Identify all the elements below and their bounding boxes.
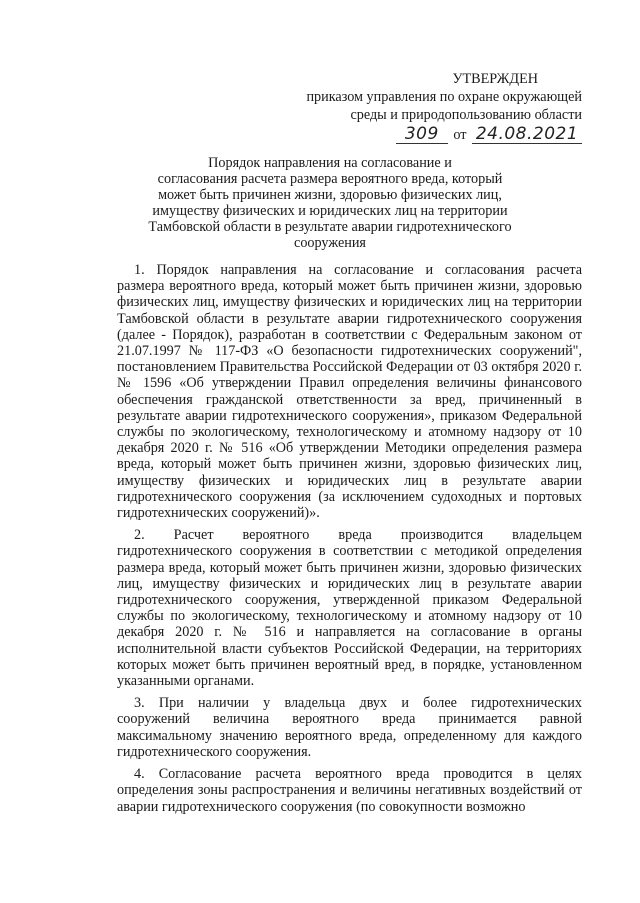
paragraph-line: гидротехнического сооружения. — [117, 743, 312, 760]
paragraph-line: 2. Расчет вероятного вреда производится владельцем — [134, 527, 582, 544]
paragraph-line: 21.07.1997 № 117-ФЗ «О безопасности гидротехнических сооружений", — [117, 343, 582, 360]
paragraph-line: службы по экологическому, технологическому и атомному надзору от 10 — [117, 424, 582, 441]
order-date: 24.08.2021 — [472, 125, 582, 144]
paragraph-line: 3. При наличии у владельца двух и более гидротехнических — [134, 695, 582, 712]
order-line-1: приказом управления по охране окружающей — [306, 89, 582, 105]
paragraph-line: службы по экологическому, технологическому и атомному надзору от 10 — [117, 608, 582, 625]
paragraph-line: указанными органами. — [117, 673, 255, 690]
paragraph-line: декабря 2020 г. № 516 «Об утверждении Методики определения размера — [117, 440, 582, 457]
paragraph-line: постановлением Правительства Российской Федерации от 03 октября 2020 г. — [117, 359, 582, 376]
paragraph-line: аварии гидротехнического сооружения (по совокупности возможно — [117, 798, 526, 815]
paragraph-line: обеспечения гражданской ответственности за вред, причиненный в — [117, 391, 582, 408]
paragraph-line: размера вероятного вреда, который может быть причинен жизни, здоровью — [117, 278, 582, 295]
title-line: согласования расчета размера вероятного вреда, который — [157, 171, 503, 187]
document-body — [117, 262, 582, 821]
order-line-2: среды и природопользованию области — [350, 107, 582, 123]
order-number-date — [262, 125, 582, 145]
paragraph-4 — [117, 766, 582, 815]
paragraph-line: вреда, который может быть причинен жизни, здоровью физических лиц, — [117, 456, 582, 473]
paragraph-line: (далее - Порядок), разработан в соответствии с Федеральным законом от — [117, 326, 582, 343]
paragraph-line: максимальному значению вероятного вреда, определенному для каждого — [117, 727, 582, 744]
approval-stamp — [262, 70, 582, 145]
order-number: 309 — [396, 125, 448, 144]
paragraph-line: сооружений величина вероятного вреда принимается равной — [117, 711, 582, 728]
paragraph-line: лиц, имуществу физических и юридических лиц в результате аварии — [117, 575, 582, 592]
title-line: имуществу физических и юридических лиц на территории — [152, 203, 508, 219]
paragraph-line: гидротехнического сооружения (за исключением судоходных и портовых — [117, 488, 582, 505]
paragraph-1 — [117, 262, 582, 521]
paragraph-line: определения зоны распространения и величины негативных воздействий от — [117, 782, 582, 799]
paragraph-line: исполнительной власти субъектов Российской Федерации, на территориях — [117, 640, 582, 657]
title-line: Тамбовской области в результате аварии гидротехнического — [148, 219, 512, 235]
paragraph-line: которых может быть причинен вероятный вред, в порядке, установленном — [117, 656, 582, 673]
paragraph-line: 4. Согласование расчета вероятного вреда проводится в целях — [134, 766, 582, 783]
paragraph-line: размера вреда, который может быть причинен жизни, здоровью физических — [117, 559, 582, 576]
paragraph-2 — [117, 527, 582, 689]
paragraph-line: гидротехнических сооружений)». — [117, 505, 320, 522]
paragraph-line: результате аварии гидротехнического сооружения», приказом Федеральной — [117, 407, 582, 424]
title-line: может быть причинен жизни, здоровью физических лиц, — [158, 187, 502, 203]
paragraph-line: физических лиц, имуществу физических и юридических лиц на территории — [117, 294, 582, 311]
title-line: Порядок направления на согласование и — [208, 155, 452, 171]
title-line: сооружения — [294, 235, 366, 251]
paragraph-3 — [117, 695, 582, 760]
approved-heading: УТВЕРЖДЕН — [452, 71, 538, 87]
document-title — [120, 155, 540, 251]
paragraph-line: гидротехнического сооружения, утвержденной приказом Федеральной — [117, 592, 582, 609]
paragraph-line: декабря 2020 г. № 516 и направляется на согласование в органы — [117, 624, 582, 641]
paragraph-line: Тамбовской области в результате аварии гидротехнического сооружения — [117, 310, 582, 327]
paragraph-line: имуществу физических и юридических лиц в результате аварии — [117, 472, 582, 489]
paragraph-line: 1. Порядок направления на согласование и согласования расчета — [134, 262, 582, 278]
paragraph-line: гидротехнического сооружения в соответствии с методикой определения — [117, 543, 582, 560]
from-label: от — [453, 127, 467, 143]
paragraph-line: № 1596 «Об утверждении Правил определения величины финансового — [117, 375, 582, 392]
